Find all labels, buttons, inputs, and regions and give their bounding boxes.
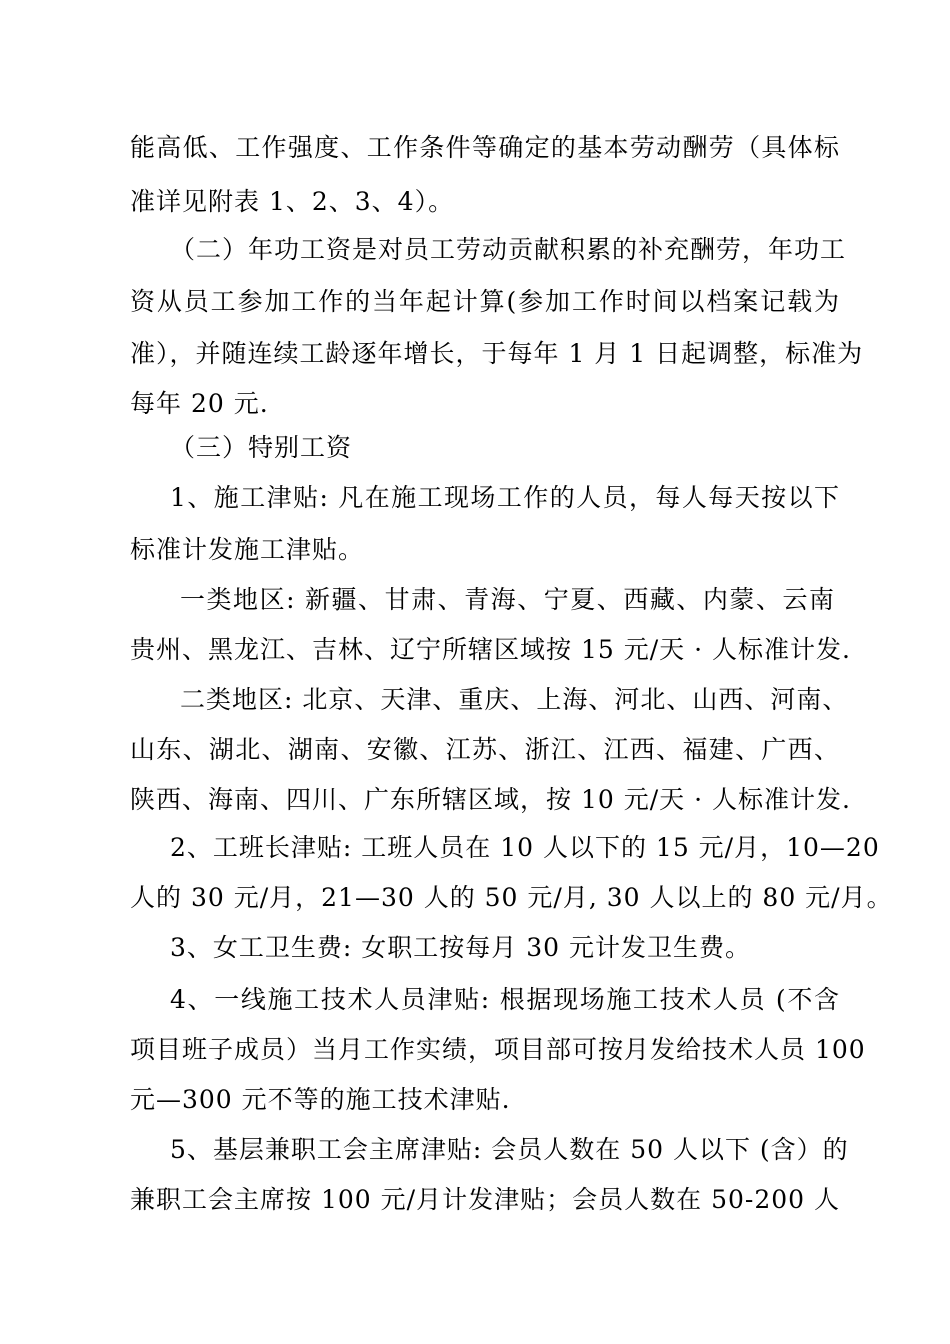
text-line: （二）年功工资是对员工劳动贡献积累的补充酬劳，年功工 [170, 235, 847, 264]
text-line: 陕西、海南、四川、广东所辖区域，按 10 元/天 · 人标准计发. [130, 785, 851, 814]
text-line: 1、施工津贴: 凡在施工现场工作的人员，每人每天按以下 [170, 483, 840, 512]
text-line: 标准计发施工津贴。 [130, 535, 365, 564]
text-line: 准详见附表 1、2、3、4）。 [130, 187, 455, 216]
text-line: 元—300 元不等的施工技术津贴. [130, 1085, 511, 1114]
text-line: 5、基层兼职工会主席津贴: 会员人数在 50 人以下 (含）的 [170, 1135, 849, 1164]
text-line: 准），并随连续工龄逐年增长，于每年 1 月 1 日起调整，标准为 [130, 339, 864, 368]
text-line: 3、女工卫生费: 女职工按每月 30 元计发卫生费。 [170, 933, 751, 962]
text-line: 2、工班长津贴: 工班人员在 10 人以下的 15 元/月，10—20 [170, 833, 880, 862]
text-line: 项目班子成员）当月工作实绩，项目部可按月发给技术人员 100 [130, 1035, 866, 1064]
section-heading: （三）特别工资 [170, 433, 353, 462]
text-line: 二类地区: 北京、天津、重庆、上海、河北、山西、河南、 [180, 685, 849, 714]
text-line: 人的 30 元/月，21—30 人的 50 元/月, 30 人以上的 80 元/月。 [130, 883, 893, 912]
text-line: 山东、湖北、湖南、安徽、江苏、浙江、江西、福建、广西、 [130, 735, 840, 764]
text-line: 兼职工会主席按 100 元/月计发津贴；会员人数在 50-200 人 [130, 1185, 840, 1214]
text-line: 贵州、黑龙江、吉林、辽宁所辖区域按 15 元/天 · 人标准计发. [130, 635, 851, 664]
text-line: 一类地区: 新疆、甘肃、青海、宁夏、西藏、内蒙、云南 [180, 585, 835, 614]
text-line: 能高低、工作强度、工作条件等确定的基本劳动酬劳（具体标 [130, 133, 840, 162]
text-line: 每年 20 元. [130, 389, 269, 418]
text-line: 4、一线施工技术人员津贴: 根据现场施工技术人员 (不含 [170, 985, 840, 1014]
text-line: 资从员工参加工作的当年起计算(参加工作时间以档案记载为 [130, 287, 840, 316]
